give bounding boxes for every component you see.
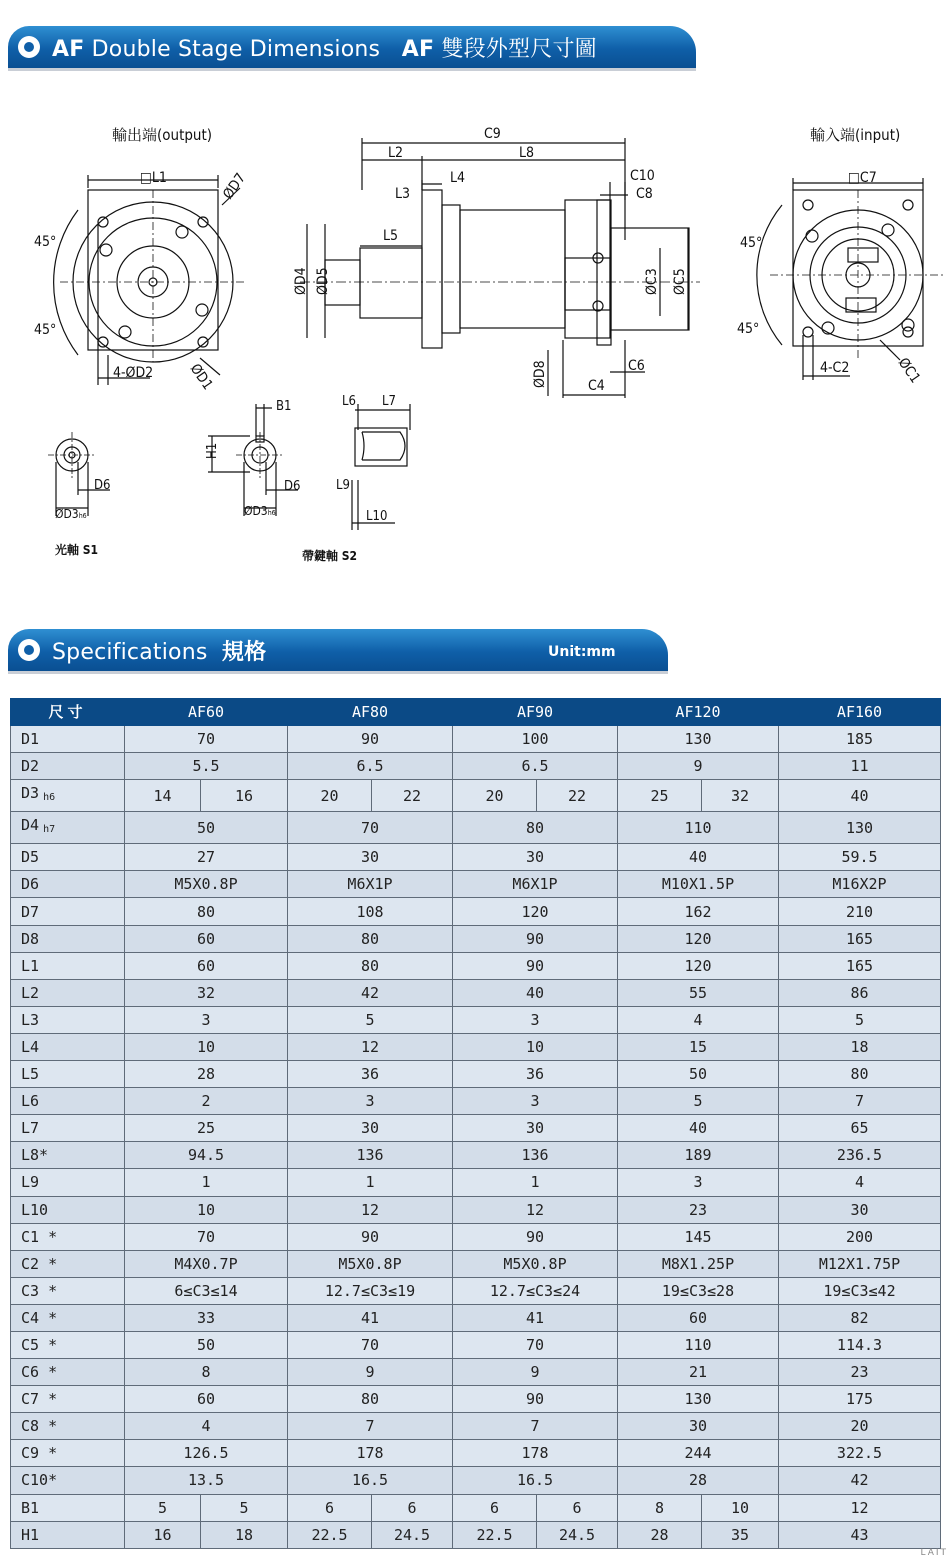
row-label: L9 bbox=[11, 1169, 125, 1196]
table-cell: 136 bbox=[453, 1142, 618, 1169]
table-cell: 130 bbox=[618, 726, 779, 753]
table-cell: 60 bbox=[618, 1304, 779, 1331]
table-cell: 4 bbox=[618, 1006, 779, 1033]
dim-L2-label: L2 bbox=[388, 145, 404, 161]
table-cell: M8X1.25P bbox=[618, 1250, 779, 1277]
table-cell: 30 bbox=[618, 1413, 779, 1440]
table-header-row bbox=[11, 699, 941, 726]
header-model: AF80 bbox=[288, 699, 453, 726]
table-cell: M6X1P bbox=[288, 871, 453, 898]
table-cell: 19≤C3≤28 bbox=[618, 1277, 779, 1304]
table-cell: 43 bbox=[779, 1521, 941, 1548]
table-row bbox=[11, 1169, 941, 1196]
table-cell: 16.5 bbox=[288, 1467, 453, 1494]
table-cell: 59.5 bbox=[779, 844, 941, 871]
table-cell: 28 bbox=[618, 1467, 779, 1494]
table-cell: 130 bbox=[618, 1386, 779, 1413]
row-label: C6 * bbox=[11, 1359, 125, 1386]
table-cell: 10 bbox=[453, 1033, 618, 1060]
table-cell: 40 bbox=[618, 844, 779, 871]
angle-top-label: 45° bbox=[34, 234, 57, 250]
table-cell: 1 bbox=[453, 1169, 618, 1196]
table-cell: 16.5 bbox=[453, 1467, 618, 1494]
table-cell: 1 bbox=[288, 1169, 453, 1196]
output-flange-view bbox=[54, 175, 246, 385]
table-cell: 22.5 bbox=[453, 1521, 537, 1548]
bullet-circle-icon bbox=[18, 639, 40, 661]
table-cell: 110 bbox=[618, 812, 779, 844]
dim-L1-label: □L1 bbox=[140, 170, 167, 186]
table-cell: 16 bbox=[125, 1521, 201, 1548]
table-cell: 23 bbox=[618, 1196, 779, 1223]
table-cell: 8 bbox=[618, 1494, 702, 1521]
table-cell: 175 bbox=[779, 1386, 941, 1413]
table-cell: 25 bbox=[125, 1115, 288, 1142]
table-cell: 244 bbox=[618, 1440, 779, 1467]
table-row bbox=[11, 844, 941, 871]
table-cell: 6 bbox=[453, 1494, 537, 1521]
table-cell: 32 bbox=[702, 780, 779, 812]
table-cell: 70 bbox=[125, 1223, 288, 1250]
row-label: D8 bbox=[11, 925, 125, 952]
table-cell: 80 bbox=[125, 898, 288, 925]
table-cell: 5 bbox=[779, 1006, 941, 1033]
table-row bbox=[11, 1250, 941, 1277]
table-cell: M4X0.7P bbox=[125, 1250, 288, 1277]
dim-L10-label: L10 bbox=[366, 509, 388, 524]
table-row bbox=[11, 979, 941, 1006]
table-cell: 6 bbox=[372, 1494, 453, 1521]
row-label: D2 bbox=[11, 753, 125, 780]
table-cell: 108 bbox=[288, 898, 453, 925]
table-cell: 30 bbox=[453, 1115, 618, 1142]
table-cell: 200 bbox=[779, 1223, 941, 1250]
table-cell: 28 bbox=[125, 1061, 288, 1088]
header-model: AF120 bbox=[618, 699, 779, 726]
table-cell: 40 bbox=[779, 780, 941, 812]
bullet-circle-icon bbox=[18, 36, 40, 58]
header-model: AF90 bbox=[453, 699, 618, 726]
table-cell: 3 bbox=[618, 1169, 779, 1196]
dim-C6-label: C6 bbox=[628, 358, 645, 374]
table-cell: 90 bbox=[288, 726, 453, 753]
table-cell: 114.3 bbox=[779, 1331, 941, 1358]
table-cell: 12.7≤C3≤19 bbox=[288, 1277, 453, 1304]
dim-C4-label: C4 bbox=[588, 378, 605, 394]
header-model: AF160 bbox=[779, 699, 941, 726]
table-row bbox=[11, 1494, 941, 1521]
table-row bbox=[11, 1115, 941, 1142]
row-label: B1 bbox=[11, 1494, 125, 1521]
table-cell: 20 bbox=[779, 1413, 941, 1440]
table-cell: 12 bbox=[288, 1033, 453, 1060]
row-label: L8* bbox=[11, 1142, 125, 1169]
table-cell: 19≤C3≤42 bbox=[779, 1277, 941, 1304]
table-cell: 5.5 bbox=[125, 753, 288, 780]
table-cell: 65 bbox=[779, 1115, 941, 1142]
table-row bbox=[11, 925, 941, 952]
angle-bottom-label: 45° bbox=[34, 322, 57, 338]
table-row bbox=[11, 1088, 941, 1115]
row-label: C5 * bbox=[11, 1331, 125, 1358]
table-cell: 24.5 bbox=[537, 1521, 618, 1548]
table-row bbox=[11, 952, 941, 979]
table-cell: 120 bbox=[618, 952, 779, 979]
corner-mark: LAIT bbox=[920, 1548, 948, 1558]
table-cell: 27 bbox=[125, 844, 288, 871]
table-row bbox=[11, 871, 941, 898]
table-cell: 11 bbox=[779, 753, 941, 780]
table-cell: 6.5 bbox=[288, 753, 453, 780]
table-cell: 10 bbox=[125, 1033, 288, 1060]
dim-D6-s2-label: D6 bbox=[284, 479, 301, 494]
dim-D6-s1-label: D6 bbox=[94, 478, 111, 493]
table-row bbox=[11, 1277, 941, 1304]
table-cell: 22 bbox=[537, 780, 618, 812]
dim-L7-label: L7 bbox=[382, 394, 396, 409]
table-row bbox=[11, 1061, 941, 1088]
table-cell: M12X1.75P bbox=[779, 1250, 941, 1277]
table-row bbox=[11, 1142, 941, 1169]
input-flange-view bbox=[757, 178, 945, 380]
table-cell: 145 bbox=[618, 1223, 779, 1250]
table-cell: 90 bbox=[453, 925, 618, 952]
table-row bbox=[11, 726, 941, 753]
table-cell: 165 bbox=[779, 952, 941, 979]
table-cell: 3 bbox=[288, 1088, 453, 1115]
table-cell: 28 bbox=[618, 1521, 702, 1548]
table-cell: 100 bbox=[453, 726, 618, 753]
dim-C10-label: C10 bbox=[630, 168, 655, 184]
dim-D7-label: ØD7 bbox=[220, 170, 250, 203]
table-cell: 94.5 bbox=[125, 1142, 288, 1169]
table-cell: 30 bbox=[779, 1196, 941, 1223]
table-cell: M6X1P bbox=[453, 871, 618, 898]
table-cell: 3 bbox=[453, 1088, 618, 1115]
angle-bottom-input-label: 45° bbox=[737, 321, 760, 337]
dim-C3-label: ØC3 bbox=[644, 268, 660, 295]
table-cell: 6 bbox=[288, 1494, 372, 1521]
table-cell: 6 bbox=[537, 1494, 618, 1521]
table-cell: 21 bbox=[618, 1359, 779, 1386]
dim-D4-label: ØD4 bbox=[293, 267, 309, 295]
dim-B1-label: B1 bbox=[276, 399, 292, 414]
table-cell: 5 bbox=[125, 1494, 201, 1521]
shaft-s1-view bbox=[48, 432, 110, 516]
dim-D3-s1-label: ØD3h6 bbox=[55, 507, 87, 521]
table-cell: 33 bbox=[125, 1304, 288, 1331]
table-cell: 120 bbox=[453, 898, 618, 925]
table-cell: 50 bbox=[618, 1061, 779, 1088]
section-title-specs: Specifications 規格 bbox=[52, 639, 267, 665]
table-cell: 10 bbox=[702, 1494, 779, 1521]
table-cell: 42 bbox=[288, 979, 453, 1006]
table-row bbox=[11, 1467, 941, 1494]
table-cell: 178 bbox=[453, 1440, 618, 1467]
table-cell: 30 bbox=[288, 844, 453, 871]
section-title-dimensions: AF Double Stage Dimensions AF 雙段外型尺寸圖 bbox=[52, 36, 597, 62]
dim-C7-label: □C7 bbox=[848, 170, 877, 186]
table-cell: 130 bbox=[779, 812, 941, 844]
table-cell: 70 bbox=[288, 812, 453, 844]
table-cell: 42 bbox=[779, 1467, 941, 1494]
dim-L4-label: L4 bbox=[450, 170, 466, 186]
table-cell: 90 bbox=[453, 1223, 618, 1250]
dim-C8-label: C8 bbox=[636, 186, 653, 202]
table-cell: 80 bbox=[288, 925, 453, 952]
table-row bbox=[11, 753, 941, 780]
table-row bbox=[11, 1331, 941, 1358]
table-cell: 4 bbox=[779, 1169, 941, 1196]
table-row bbox=[11, 1006, 941, 1033]
table-cell: 36 bbox=[288, 1061, 453, 1088]
dim-D1-label: ØD1 bbox=[186, 361, 216, 393]
row-label: D4 $_{h7}$ bbox=[11, 812, 125, 844]
table-cell: 178 bbox=[288, 1440, 453, 1467]
section-banner-dimensions bbox=[8, 26, 696, 68]
table-cell: 3 bbox=[453, 1006, 618, 1033]
caption-s2: 帶鍵軸 S2 bbox=[302, 549, 358, 563]
table-cell: 1 bbox=[125, 1169, 288, 1196]
table-row bbox=[11, 1033, 941, 1060]
table-cell: M10X1.5P bbox=[618, 871, 779, 898]
table-cell: 90 bbox=[453, 1386, 618, 1413]
table-cell: M16X2P bbox=[779, 871, 941, 898]
row-label: C1 * bbox=[11, 1223, 125, 1250]
table-row bbox=[11, 780, 941, 812]
table-cell: 12 bbox=[453, 1196, 618, 1223]
table-cell: 22.5 bbox=[288, 1521, 372, 1548]
table-cell: 86 bbox=[779, 979, 941, 1006]
table-cell: 50 bbox=[125, 1331, 288, 1358]
table-cell: 210 bbox=[779, 898, 941, 925]
row-label: C4 * bbox=[11, 1304, 125, 1331]
row-label: L6 bbox=[11, 1088, 125, 1115]
banner-shadow bbox=[8, 68, 696, 71]
table-cell: 7 bbox=[453, 1413, 618, 1440]
dim-L6-label: L6 bbox=[342, 394, 356, 409]
dim-D5-label: ØD5 bbox=[315, 267, 331, 295]
output-end-label: 輸出端(output) bbox=[112, 126, 213, 144]
table-cell: M5X0.8P bbox=[288, 1250, 453, 1277]
table-row bbox=[11, 1386, 941, 1413]
table-cell: 165 bbox=[779, 925, 941, 952]
row-label: C10* bbox=[11, 1467, 125, 1494]
row-label: D6 bbox=[11, 871, 125, 898]
row-label: D1 bbox=[11, 726, 125, 753]
dim-D2-label: 4-ØD2 bbox=[113, 365, 154, 381]
table-cell: 20 bbox=[453, 780, 537, 812]
table-cell: 55 bbox=[618, 979, 779, 1006]
row-label: C9 * bbox=[11, 1440, 125, 1467]
table-cell: 30 bbox=[453, 844, 618, 871]
table-cell: 41 bbox=[453, 1304, 618, 1331]
table-cell: 25 bbox=[618, 780, 702, 812]
table-cell: 80 bbox=[779, 1061, 941, 1088]
table-cell: 12.7≤C3≤24 bbox=[453, 1277, 618, 1304]
row-label: C3 * bbox=[11, 1277, 125, 1304]
table-cell: 23 bbox=[779, 1359, 941, 1386]
dim-L5-label: L5 bbox=[383, 228, 399, 244]
angle-top-input-label: 45° bbox=[740, 235, 763, 251]
table-cell: 70 bbox=[125, 726, 288, 753]
row-label: L5 bbox=[11, 1061, 125, 1088]
table-cell: 9 bbox=[288, 1359, 453, 1386]
table-cell: 22 bbox=[372, 780, 453, 812]
table-cell: 136 bbox=[288, 1142, 453, 1169]
dimension-drawing bbox=[0, 100, 950, 580]
table-cell: 185 bbox=[779, 726, 941, 753]
dim-C5-label: ØC5 bbox=[672, 268, 688, 295]
table-cell: 5 bbox=[288, 1006, 453, 1033]
table-cell: M5X0.8P bbox=[453, 1250, 618, 1277]
table-cell: 12 bbox=[288, 1196, 453, 1223]
table-row bbox=[11, 1304, 941, 1331]
table-cell: 35 bbox=[702, 1521, 779, 1548]
table-row bbox=[11, 1223, 941, 1250]
table-cell: 70 bbox=[453, 1331, 618, 1358]
row-label: D5 bbox=[11, 844, 125, 871]
section-banner-specs bbox=[8, 629, 668, 671]
table-cell: 9 bbox=[453, 1359, 618, 1386]
table-cell: 41 bbox=[288, 1304, 453, 1331]
table-cell: 120 bbox=[618, 925, 779, 952]
table-cell: 60 bbox=[125, 1386, 288, 1413]
row-label: L4 bbox=[11, 1033, 125, 1060]
table-cell: 18 bbox=[779, 1033, 941, 1060]
table-cell: 90 bbox=[288, 1223, 453, 1250]
row-label: L3 bbox=[11, 1006, 125, 1033]
table-cell: 5 bbox=[201, 1494, 288, 1521]
table-cell: 90 bbox=[453, 952, 618, 979]
row-label: D7 bbox=[11, 898, 125, 925]
table-cell: 8 bbox=[125, 1359, 288, 1386]
table-cell: 80 bbox=[453, 812, 618, 844]
table-cell: 32 bbox=[125, 979, 288, 1006]
table-cell: M5X0.8P bbox=[125, 871, 288, 898]
row-label: H1 bbox=[11, 1521, 125, 1548]
dim-C1-label: ØC1 bbox=[894, 355, 924, 387]
table-cell: 162 bbox=[618, 898, 779, 925]
table-cell: 110 bbox=[618, 1331, 779, 1358]
row-label: L1 bbox=[11, 952, 125, 979]
table-cell: 40 bbox=[618, 1115, 779, 1142]
table-cell: 36 bbox=[453, 1061, 618, 1088]
header-model: AF60 bbox=[125, 699, 288, 726]
table-cell: 2 bbox=[125, 1088, 288, 1115]
caption-s1: 光軸 S1 bbox=[55, 543, 99, 557]
table-cell: 80 bbox=[288, 952, 453, 979]
table-cell: 60 bbox=[125, 952, 288, 979]
table-cell: 322.5 bbox=[779, 1440, 941, 1467]
table-cell: 4 bbox=[125, 1413, 288, 1440]
banner-shadow bbox=[8, 671, 668, 674]
table-cell: 189 bbox=[618, 1142, 779, 1169]
table-row bbox=[11, 898, 941, 925]
table-cell: 18 bbox=[201, 1521, 288, 1548]
table-cell: 6≤C3≤14 bbox=[125, 1277, 288, 1304]
row-label: C2 * bbox=[11, 1250, 125, 1277]
table-row bbox=[11, 1359, 941, 1386]
dim-D8-label: ØD8 bbox=[532, 360, 548, 388]
table-row bbox=[11, 1440, 941, 1467]
row-label: C8 * bbox=[11, 1413, 125, 1440]
row-label: L7 bbox=[11, 1115, 125, 1142]
table-cell: 40 bbox=[453, 979, 618, 1006]
table-cell: 236.5 bbox=[779, 1142, 941, 1169]
header-dimension: 尺寸 bbox=[11, 699, 125, 726]
table-row bbox=[11, 812, 941, 844]
table-row bbox=[11, 1413, 941, 1440]
table-cell: 126.5 bbox=[125, 1440, 288, 1467]
table-cell: 15 bbox=[618, 1033, 779, 1060]
table-cell: 70 bbox=[288, 1331, 453, 1358]
table-cell: 6.5 bbox=[453, 753, 618, 780]
table-cell: 7 bbox=[288, 1413, 453, 1440]
spec-table bbox=[10, 698, 941, 1549]
table-cell: 82 bbox=[779, 1304, 941, 1331]
dim-C2-label: 4-C2 bbox=[820, 360, 850, 376]
dim-C9-label: C9 bbox=[484, 126, 501, 142]
table-cell: 20 bbox=[288, 780, 372, 812]
unit-label: Unit:mm bbox=[548, 644, 616, 660]
dim-L8-label: L8 bbox=[519, 145, 535, 161]
table-cell: 50 bbox=[125, 812, 288, 844]
table-cell: 12 bbox=[779, 1494, 941, 1521]
input-end-label: 輸入端(input) bbox=[810, 126, 901, 144]
table-cell: 13.5 bbox=[125, 1467, 288, 1494]
row-label: C7 * bbox=[11, 1386, 125, 1413]
dim-L3-label: L3 bbox=[395, 186, 411, 202]
table-cell: 5 bbox=[618, 1088, 779, 1115]
dim-D3-s2-label: ØD3h6 bbox=[244, 504, 276, 518]
row-label: L2 bbox=[11, 979, 125, 1006]
table-cell: 14 bbox=[125, 780, 201, 812]
table-row bbox=[11, 1196, 941, 1223]
row-label: D3 $_{h6}$ bbox=[11, 780, 125, 812]
table-cell: 3 bbox=[125, 1006, 288, 1033]
table-cell: 7 bbox=[779, 1088, 941, 1115]
table-cell: 9 bbox=[618, 753, 779, 780]
dim-L9-label: L9 bbox=[336, 478, 350, 493]
table-cell: 60 bbox=[125, 925, 288, 952]
table-cell: 24.5 bbox=[372, 1521, 453, 1548]
dim-H1-label: H1 bbox=[205, 442, 220, 459]
table-cell: 80 bbox=[288, 1386, 453, 1413]
table-cell: 16 bbox=[201, 780, 288, 812]
table-row bbox=[11, 1521, 941, 1548]
table-cell: 30 bbox=[288, 1115, 453, 1142]
row-label: L10 bbox=[11, 1196, 125, 1223]
table-cell: 10 bbox=[125, 1196, 288, 1223]
